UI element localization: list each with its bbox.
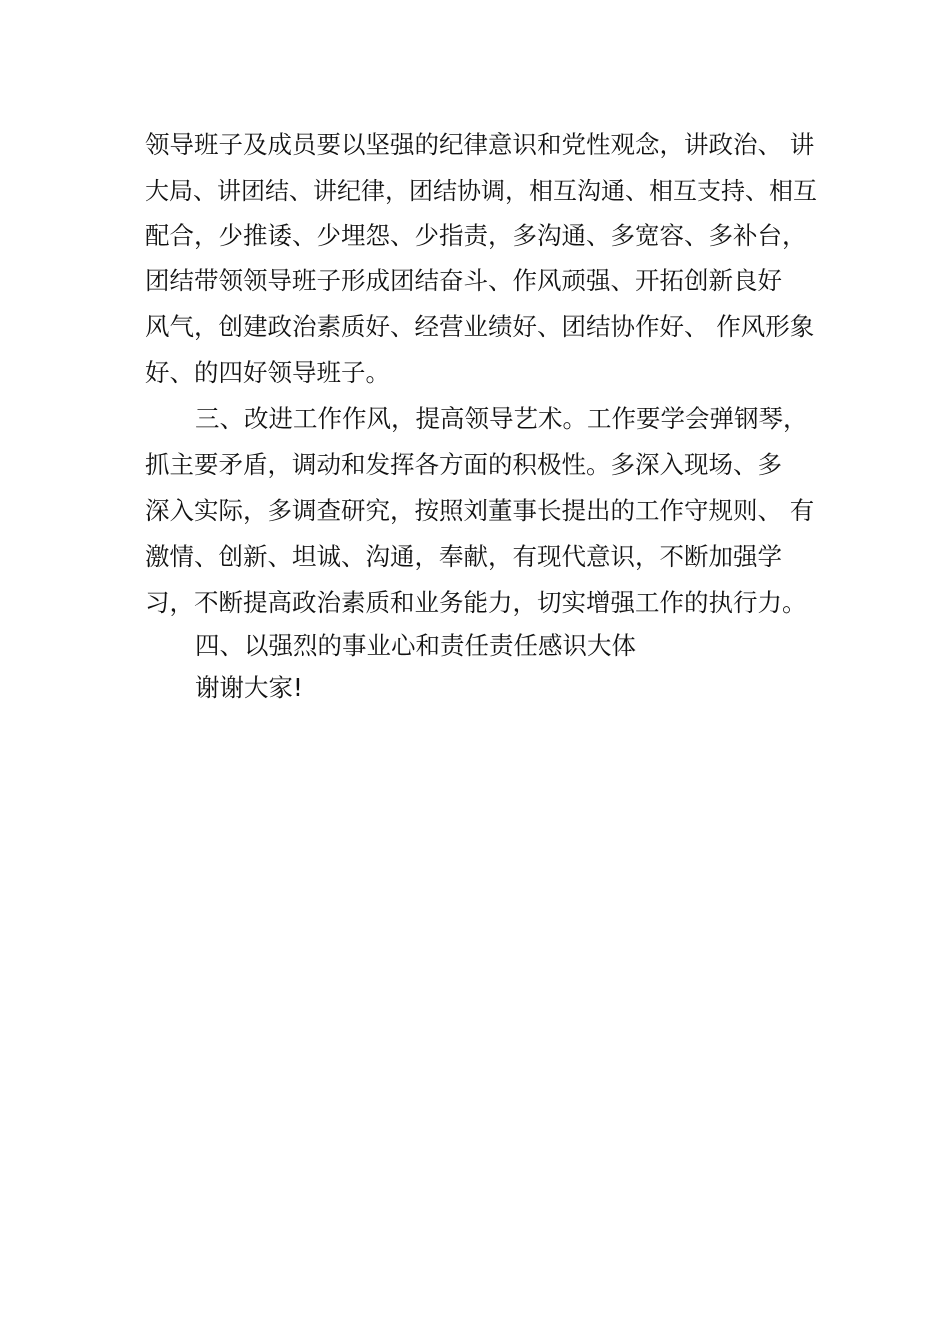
closing-line: 谢谢大家!: [195, 673, 303, 702]
paragraph-line: 领导班子及成员要以坚强的纪律意识和党性观念，讲政治、 讲: [145, 130, 815, 159]
paragraph-line: 抓主要矛盾，调动和发挥各方面的积极性。多深入现场、多: [145, 450, 782, 479]
paragraph-line: 深入实际，多调查研究，按照刘董事长提出的工作守规则、 有: [145, 496, 815, 525]
paragraph-line: 习，不断提高政治素质和业务能力，切实增强工作的执行力。: [145, 588, 807, 617]
paragraph-line: 大局、讲团结、讲纪律，团结协调，相互沟通、相互支持、相互: [145, 177, 817, 205]
paragraph-line: 风气，创建政治素质好、经营业绩好、团结协作好、 作风形象: [145, 312, 815, 341]
paragraph-line: 配合，少推诿、少埋怨、少指责，多沟通、多宽容、多补台，: [145, 221, 807, 250]
paragraph-line: 好、的四好领导班子。: [145, 358, 390, 387]
section-heading-line: 四、以强烈的事业心和责任责任感识大体: [195, 631, 636, 660]
section-heading-line: 三、改进工作作风，提高领导艺术。工作要学会弹钢琴，: [195, 404, 808, 433]
paragraph-line: 团结带领领导班子形成团结奋斗、作风顽强、开拓创新良好: [145, 266, 782, 295]
paragraph-line: 激情、创新、坦诚、沟通，奉献，有现代意识，不断加强学: [145, 542, 782, 571]
